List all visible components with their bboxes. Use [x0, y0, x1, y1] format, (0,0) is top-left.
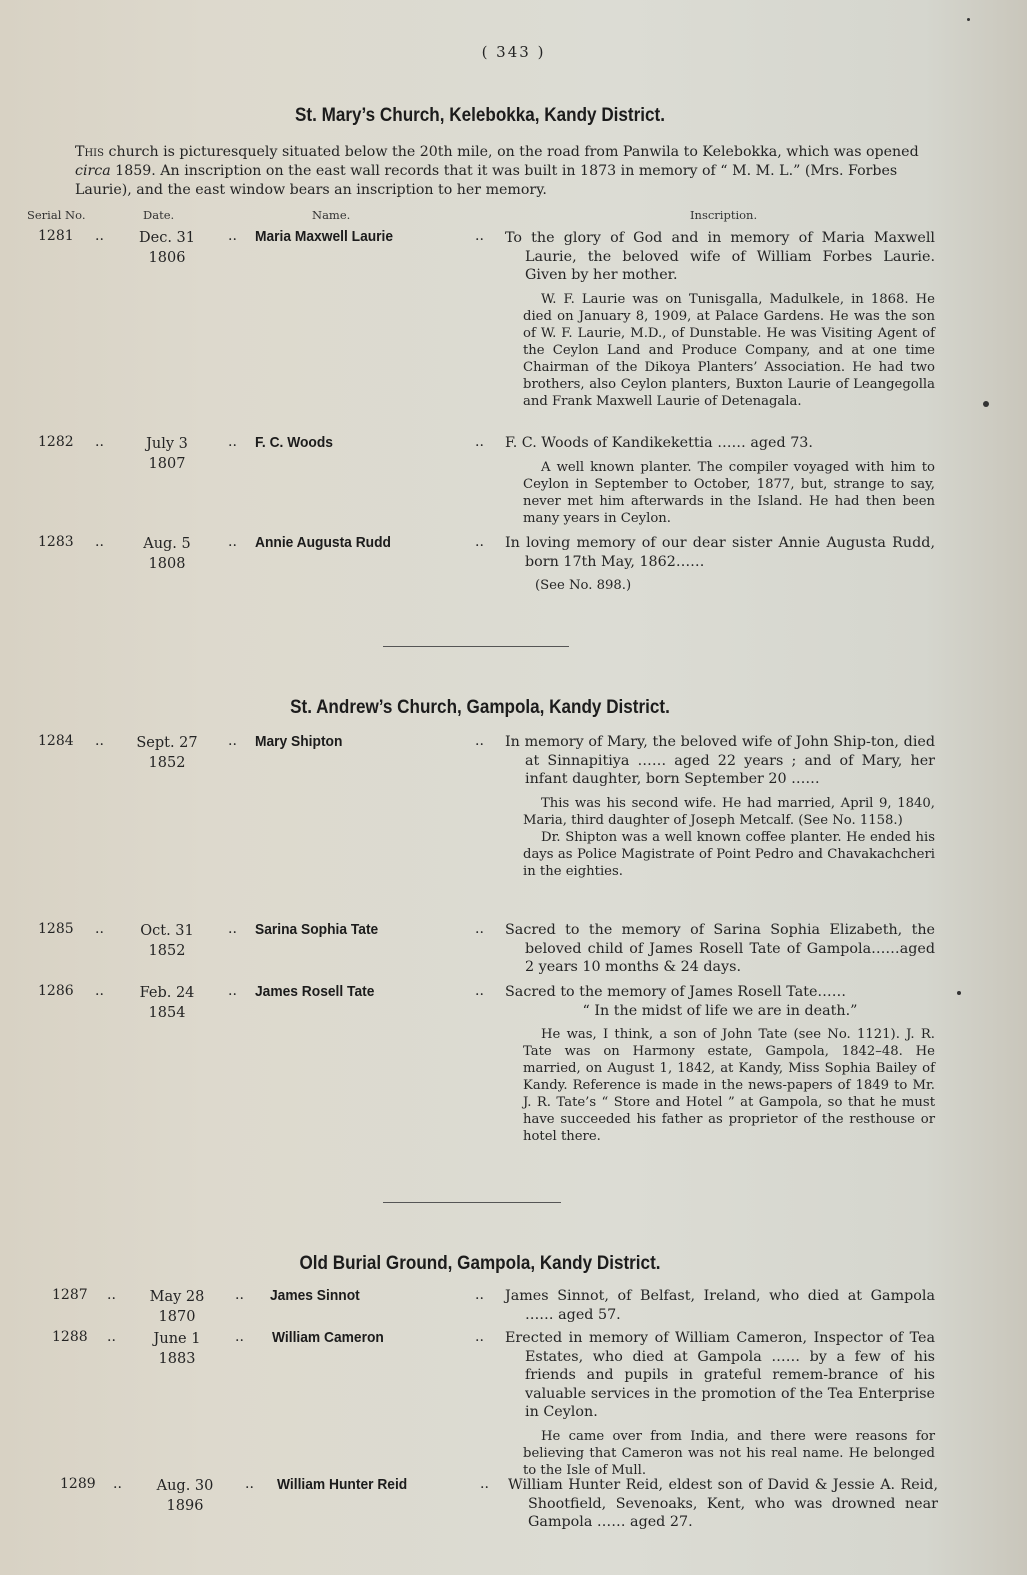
entry-date [150, 1476, 220, 1516]
section-divider [383, 1202, 561, 1203]
date-year: 1852 [148, 755, 186, 771]
leader-dots: .. [95, 534, 104, 550]
inscription [505, 921, 935, 977]
inscription [505, 229, 935, 410]
inscription [505, 534, 935, 594]
biographical-note [505, 291, 935, 410]
leader-dots: .. [228, 983, 237, 999]
entry-date [132, 921, 202, 961]
leader-dots: .. [475, 534, 484, 550]
serial-number: 1289 [60, 1476, 96, 1492]
inscription-quote: “ In the midst of life we are in death.” [582, 1002, 858, 1019]
date-day: May 28 [149, 1289, 205, 1305]
leader-dots: .. [235, 1329, 244, 1345]
note-paragraph: He came over from India, and there were reasons for believing that Cameron was not his real name. He belonged to the Isle of Mull. [523, 1428, 935, 1478]
entry-name: F. C. Woods [255, 434, 333, 451]
date-year: 1808 [148, 556, 186, 572]
serial-number: 1285 [38, 921, 74, 937]
entry-name: William Hunter Reid [277, 1476, 408, 1493]
leader-dots: .. [95, 434, 104, 450]
serial-number: 1288 [52, 1329, 88, 1345]
paper-blemish [983, 401, 989, 407]
section-title: Old Burial Ground, Gampola, Kandy District. [299, 1253, 661, 1274]
date-day: Aug. 5 [143, 536, 191, 552]
serial-number: 1282 [38, 434, 74, 450]
leader-dots: .. [235, 1287, 244, 1303]
inscription [505, 434, 935, 527]
leader-dots: .. [228, 228, 237, 244]
leader-dots: .. [95, 983, 104, 999]
entry-name: James Rosell Tate [255, 983, 375, 1000]
serial-number: 1281 [38, 228, 74, 244]
date-year: 1870 [158, 1309, 196, 1325]
inscription-text: To the glory of God and in memory of Maria Maxwell Laurie, the beloved wife of William Forbes Laurie. Given by her mother. [505, 230, 935, 283]
entry-name: Mary Shipton [255, 733, 343, 750]
inscription-text: In loving memory of our dear sister Annie Augusta Rudd, born 17th May, 1862…… [505, 535, 935, 570]
note-paragraph: This was his second wife. He had married, April 9, 1840, Maria, third daughter of Joseph Metcalf. (See No. 1158.) [523, 795, 935, 828]
biographical-note [505, 459, 935, 527]
leader-dots: .. [107, 1287, 116, 1303]
entry-name: William Cameron [272, 1329, 384, 1346]
date-day: Aug. 30 [156, 1478, 214, 1494]
leader-dots: .. [475, 733, 484, 749]
section-divider [383, 646, 569, 647]
date-year: 1852 [148, 943, 186, 959]
leader-dots: .. [113, 1476, 122, 1492]
inscription [505, 1287, 935, 1324]
note-paragraph: Dr. Shipton was a well known coffee planter. He ended his days as Police Magistrate of Point Pedro and Chavakachcheri in the eighties. [523, 829, 935, 879]
section-title: St. Andrew’s Church, Gampola, Kandy District. [290, 697, 670, 718]
note-paragraph: (See No. 898.) [535, 578, 632, 593]
leader-dots: .. [475, 921, 484, 937]
leader-dots: .. [245, 1476, 254, 1492]
inscription-text: Sacred to the memory of James Rosell Tate…… [505, 984, 847, 1000]
date-year: 1854 [148, 1005, 186, 1021]
serial-number: 1283 [38, 534, 74, 550]
paper-blemish [967, 18, 970, 21]
date-day: Feb. 24 [139, 985, 195, 1001]
leader-dots: .. [475, 1329, 484, 1345]
note-paragraph: He was, I think, a son of John Tate (see No. 1121). J. R. Tate was on Harmony estate, Gampola, 1842–48. He married, on August 1, 1842, at Kandy, Miss Sophia Bailey of Kandy. Reference is made in the news-papers of 1849 to Mr. J. R. Tate’s “ Store and Hotel ” at Gampola, so that he must have succeeded his father as proprietor of the resthouse or hotel there. [523, 1027, 935, 1144]
note-paragraph: W. F. Laurie was on Tunisgalla, Madulkele, in 1868. He died on January 8, 1909, at Palace Gardens. He was the son of W. F. Laurie, M.D., of Dunstable. He was Visiting Agent of the Ceylon Land and Produce Company, and at one time Chairman of the Dikoya Planters’ Association. He had two brothers, also Ceylon planters, Buxton Laurie of Leangegolla and Frank Maxwell Laurie of Detenagala. [523, 291, 935, 409]
leader-dots: .. [228, 733, 237, 749]
entry-date [142, 1329, 212, 1369]
entry-date [132, 733, 202, 773]
inscription [505, 983, 935, 1145]
leader-dots: .. [480, 1476, 489, 1492]
serial-number: 1287 [52, 1287, 88, 1303]
section-intro [27, 143, 939, 200]
note-paragraph: A well known planter. The compiler voyaged with him to Ceylon in September to October, 1877, but, strange to say, never met him afterwards in the Island. He had then been many years in Ceylon. [523, 459, 935, 526]
inscription-text: James Sinnot, of Belfast, Ireland, who died at Gampola …… aged 57. [505, 1288, 935, 1323]
inscription-text: In memory of Mary, the beloved wife of John Ship-ton, died at Sinnapitiya …… aged 22 years ; and of Mary, her infant daughter, born September 20 …… [505, 734, 935, 787]
leader-dots: .. [95, 733, 104, 749]
leader-dots: .. [95, 228, 104, 244]
cross-reference [505, 577, 935, 594]
date-day: Sept. 27 [136, 735, 198, 751]
column-header-date: Date. [143, 208, 175, 222]
intro-lead: This [75, 144, 104, 160]
inscription-text: William Hunter Reid, eldest son of David & Jessie A. Reid, Shootfield, Sevenoaks, Kent, who was drowned near Gampola …… aged 27. [508, 1477, 938, 1530]
biographical-note [505, 1026, 935, 1145]
leader-dots: .. [475, 1287, 484, 1303]
date-year: 1883 [158, 1351, 196, 1367]
serial-number: 1286 [38, 983, 74, 999]
biographical-note [505, 795, 935, 880]
entry-date [132, 534, 202, 574]
intro-text-2: 1859. An inscription on the east wall records that it was built in 1873 in memory of “ M. M. L.” (Mrs. Forbes Laurie), and the east window bears an inscription to her memory. [75, 163, 898, 198]
entry-name: James Sinnot [270, 1287, 360, 1304]
date-day: July 3 [146, 436, 188, 452]
inscription-text: F. C. Woods of Kandikekettia …… aged 73. [505, 435, 813, 451]
intro-circa: circa [75, 163, 111, 179]
leader-dots: .. [228, 921, 237, 937]
column-header-serial: Serial No. [27, 208, 86, 222]
inscription-text: Erected in memory of William Cameron, Inspector of Tea Estates, who died at Gampola …… by a few of his friends and pupils in grateful remem-brance of his valuable services in the promotion of the Tea Enterprise in Ceylon. [505, 1330, 935, 1420]
leader-dots: .. [475, 228, 484, 244]
entry-date [132, 983, 202, 1023]
date-day: Dec. 31 [139, 230, 195, 246]
leader-dots: .. [107, 1329, 116, 1345]
entry-date [132, 228, 202, 268]
leader-dots: .. [228, 434, 237, 450]
serial-number: 1284 [38, 733, 74, 749]
column-header-inscription: Inscription. [690, 208, 758, 222]
inscription [505, 1329, 935, 1479]
inscription [505, 733, 935, 880]
biographical-note [505, 1428, 935, 1479]
section-title: St. Mary’s Church, Kelebokka, Kandy District. [295, 105, 665, 126]
date-year: 1807 [148, 456, 186, 472]
leader-dots: .. [95, 921, 104, 937]
entry-name: Maria Maxwell Laurie [255, 228, 394, 245]
leader-dots: .. [475, 983, 484, 999]
page-number: ( 343 ) [481, 43, 546, 61]
entry-date [132, 434, 202, 474]
entry-date [142, 1287, 212, 1327]
leader-dots: .. [475, 434, 484, 450]
paper-blemish [957, 991, 961, 995]
inscription [508, 1476, 938, 1532]
leader-dots: .. [228, 534, 237, 550]
intro-paragraph [27, 143, 939, 200]
date-year: 1896 [166, 1498, 204, 1514]
entry-name: Sarina Sophia Tate [255, 921, 379, 938]
date-day: Oct. 31 [140, 923, 194, 939]
entry-name: Annie Augusta Rudd [255, 534, 391, 551]
date-year: 1806 [148, 250, 186, 266]
column-header-name: Name. [312, 208, 351, 222]
inscription-text: Sacred to the memory of Sarina Sophia Elizabeth, the beloved child of James Rosell Tate of Gampola……aged 2 years 10 months & 24 days. [505, 922, 935, 975]
date-day: June 1 [153, 1331, 201, 1347]
intro-text-1: church is picturesquely situated below the 20th mile, on the road from Panwila to Kelebokka, which was opened [104, 144, 919, 160]
